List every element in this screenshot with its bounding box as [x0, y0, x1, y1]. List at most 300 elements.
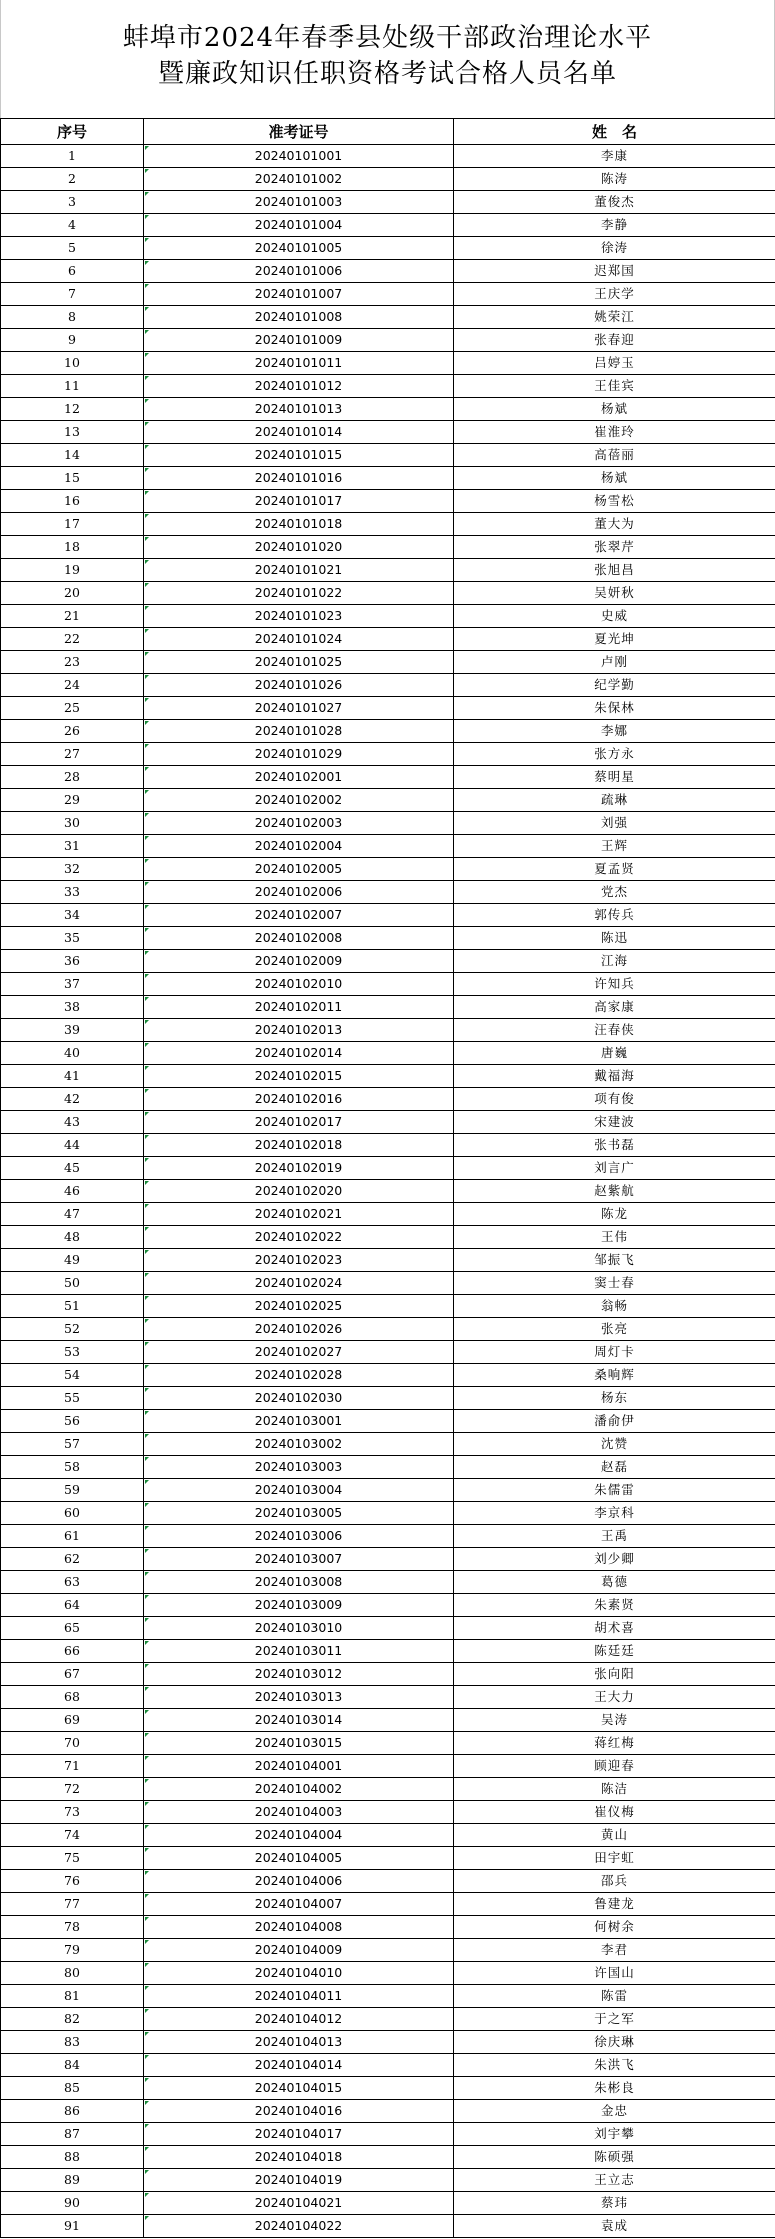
cell-name: 张翠芹 [454, 536, 775, 559]
table-row [1, 743, 775, 766]
cell-exam-ticket-number: 20240104002 [144, 1778, 454, 1801]
cell-exam-ticket-number: 20240102014 [144, 1042, 454, 1065]
cell-serial-number: 10 [1, 352, 144, 375]
cell-name: 鲁建龙 [454, 1893, 775, 1916]
cell-serial-number: 43 [1, 1111, 144, 1134]
table-row [1, 881, 775, 904]
cell-serial-number: 8 [1, 306, 144, 329]
cell-name: 卢刚 [454, 651, 775, 674]
table-row [1, 398, 775, 421]
cell-serial-number: 13 [1, 421, 144, 444]
cell-serial-number: 25 [1, 697, 144, 720]
cell-serial-number: 28 [1, 766, 144, 789]
cell-name: 陈雷 [454, 1985, 775, 2008]
cell-name: 赵磊 [454, 1456, 775, 1479]
cell-exam-ticket-number: 20240104012 [144, 2008, 454, 2031]
table-row [1, 904, 775, 927]
table-row [1, 1387, 775, 1410]
table-row [1, 605, 775, 628]
cell-serial-number: 91 [1, 2215, 144, 2238]
cell-serial-number: 7 [1, 283, 144, 306]
table-row [1, 1134, 775, 1157]
table-row [1, 1617, 775, 1640]
cell-serial-number: 18 [1, 536, 144, 559]
cell-name: 宋建波 [454, 1111, 775, 1134]
table-row [1, 2169, 775, 2192]
cell-exam-ticket-number: 20240101017 [144, 490, 454, 513]
cell-serial-number: 36 [1, 950, 144, 973]
cell-name: 于之军 [454, 2008, 775, 2031]
table-row [1, 1755, 775, 1778]
cell-name: 王伟 [454, 1226, 775, 1249]
cell-name: 张向阳 [454, 1663, 775, 1686]
cell-exam-ticket-number: 20240102027 [144, 1341, 454, 1364]
cell-exam-ticket-number: 20240101007 [144, 283, 454, 306]
cell-exam-ticket-number: 20240104010 [144, 1962, 454, 1985]
cell-name: 陈迅 [454, 927, 775, 950]
table-row [1, 490, 775, 513]
cell-name: 杨东 [454, 1387, 775, 1410]
table-row [1, 1571, 775, 1594]
cell-name: 翁畅 [454, 1295, 775, 1318]
cell-name: 张旭昌 [454, 559, 775, 582]
cell-name: 江海 [454, 950, 775, 973]
cell-serial-number: 38 [1, 996, 144, 1019]
cell-exam-ticket-number: 20240103014 [144, 1709, 454, 1732]
cell-name: 桑响辉 [454, 1364, 775, 1387]
cell-exam-ticket-number: 20240102010 [144, 973, 454, 996]
table-row [1, 536, 775, 559]
cell-name: 张书磊 [454, 1134, 775, 1157]
cell-serial-number: 46 [1, 1180, 144, 1203]
cell-name: 蔡明星 [454, 766, 775, 789]
cell-name: 陈廷廷 [454, 1640, 775, 1663]
cell-serial-number: 70 [1, 1732, 144, 1755]
document-title [0, 0, 775, 118]
cell-name: 蔡玮 [454, 2192, 775, 2215]
cell-exam-ticket-number: 20240101027 [144, 697, 454, 720]
cell-name: 田宇虹 [454, 1847, 775, 1870]
cell-name: 金忠 [454, 2100, 775, 2123]
table-row [1, 1709, 775, 1732]
cell-name: 夏光坤 [454, 628, 775, 651]
table-row [1, 2146, 775, 2169]
cell-exam-ticket-number: 20240102013 [144, 1019, 454, 1042]
table-row [1, 1410, 775, 1433]
cell-serial-number: 5 [1, 237, 144, 260]
cell-serial-number: 45 [1, 1157, 144, 1180]
cell-exam-ticket-number: 20240101018 [144, 513, 454, 536]
table-row [1, 237, 775, 260]
table-row [1, 1548, 775, 1571]
cell-exam-ticket-number: 20240103003 [144, 1456, 454, 1479]
cell-serial-number: 22 [1, 628, 144, 651]
table-row [1, 835, 775, 858]
cell-name: 杨斌 [454, 467, 775, 490]
table-row [1, 1272, 775, 1295]
cell-name: 汪春侠 [454, 1019, 775, 1042]
table-row [1, 2192, 775, 2215]
cell-exam-ticket-number: 20240101022 [144, 582, 454, 605]
cell-name: 陈洁 [454, 1778, 775, 1801]
cell-serial-number: 86 [1, 2100, 144, 2123]
cell-name: 高家康 [454, 996, 775, 1019]
cell-serial-number: 2 [1, 168, 144, 191]
cell-exam-ticket-number: 20240102020 [144, 1180, 454, 1203]
cell-name: 黄山 [454, 1824, 775, 1847]
cell-exam-ticket-number: 20240101001 [144, 145, 454, 168]
cell-exam-ticket-number: 20240102023 [144, 1249, 454, 1272]
cell-name: 杨雪松 [454, 490, 775, 513]
qualified-personnel-table [0, 118, 775, 2238]
cell-exam-ticket-number: 20240104005 [144, 1847, 454, 1870]
cell-serial-number: 27 [1, 743, 144, 766]
cell-serial-number: 34 [1, 904, 144, 927]
table-row [1, 950, 775, 973]
table-row [1, 1640, 775, 1663]
cell-serial-number: 75 [1, 1847, 144, 1870]
table-row [1, 1042, 775, 1065]
cell-name: 刘言广 [454, 1157, 775, 1180]
cell-exam-ticket-number: 20240102004 [144, 835, 454, 858]
cell-name: 董俊杰 [454, 191, 775, 214]
cell-serial-number: 21 [1, 605, 144, 628]
table-row [1, 1364, 775, 1387]
cell-serial-number: 30 [1, 812, 144, 835]
cell-exam-ticket-number: 20240103011 [144, 1640, 454, 1663]
table-row [1, 1065, 775, 1088]
cell-serial-number: 16 [1, 490, 144, 513]
cell-exam-ticket-number: 20240101028 [144, 720, 454, 743]
cell-name: 袁成 [454, 2215, 775, 2238]
cell-exam-ticket-number: 20240102019 [144, 1157, 454, 1180]
cell-exam-ticket-number: 20240102017 [144, 1111, 454, 1134]
table-row [1, 191, 775, 214]
cell-serial-number: 23 [1, 651, 144, 674]
cell-exam-ticket-number: 20240103001 [144, 1410, 454, 1433]
cell-name: 朱儒雷 [454, 1479, 775, 1502]
cell-exam-ticket-number: 20240101014 [144, 421, 454, 444]
cell-name: 高蓓丽 [454, 444, 775, 467]
table-row [1, 329, 775, 352]
cell-exam-ticket-number: 20240102018 [144, 1134, 454, 1157]
cell-exam-ticket-number: 20240101005 [144, 237, 454, 260]
cell-exam-ticket-number: 20240103005 [144, 1502, 454, 1525]
table-row [1, 2077, 775, 2100]
cell-name: 姚荣江 [454, 306, 775, 329]
cell-exam-ticket-number: 20240101016 [144, 467, 454, 490]
cell-name: 崔仪梅 [454, 1801, 775, 1824]
cell-exam-ticket-number: 20240102022 [144, 1226, 454, 1249]
cell-exam-ticket-number: 20240104007 [144, 1893, 454, 1916]
cell-serial-number: 74 [1, 1824, 144, 1847]
cell-name: 朱洪飞 [454, 2054, 775, 2077]
cell-serial-number: 29 [1, 789, 144, 812]
cell-exam-ticket-number: 20240104018 [144, 2146, 454, 2169]
cell-exam-ticket-number: 20240102026 [144, 1318, 454, 1341]
cell-name: 葛德 [454, 1571, 775, 1594]
cell-name: 李静 [454, 214, 775, 237]
title-line-2: 暨廉政知识任职资格考试合格人员名单 [157, 59, 617, 89]
table-row [1, 812, 775, 835]
cell-serial-number: 73 [1, 1801, 144, 1824]
table-row [1, 1916, 775, 1939]
cell-serial-number: 85 [1, 2077, 144, 2100]
table-row [1, 1203, 775, 1226]
cell-serial-number: 20 [1, 582, 144, 605]
table-row [1, 674, 775, 697]
cell-exam-ticket-number: 20240101026 [144, 674, 454, 697]
cell-exam-ticket-number: 20240104006 [144, 1870, 454, 1893]
header-name: 姓 名 [454, 119, 775, 145]
cell-name: 徐涛 [454, 237, 775, 260]
cell-serial-number: 61 [1, 1525, 144, 1548]
table-row [1, 1456, 775, 1479]
cell-name: 迟郑国 [454, 260, 775, 283]
cell-exam-ticket-number: 20240104022 [144, 2215, 454, 2238]
cell-name: 陈硕强 [454, 2146, 775, 2169]
cell-exam-ticket-number: 20240103012 [144, 1663, 454, 1686]
cell-serial-number: 55 [1, 1387, 144, 1410]
header-exam-ticket-number: 准考证号 [144, 119, 454, 145]
cell-exam-ticket-number: 20240101002 [144, 168, 454, 191]
cell-exam-ticket-number: 20240103004 [144, 1479, 454, 1502]
cell-serial-number: 56 [1, 1410, 144, 1433]
cell-serial-number: 4 [1, 214, 144, 237]
cell-name: 吕婷玉 [454, 352, 775, 375]
cell-name: 胡术喜 [454, 1617, 775, 1640]
cell-name: 疏琳 [454, 789, 775, 812]
cell-exam-ticket-number: 20240102025 [144, 1295, 454, 1318]
cell-serial-number: 47 [1, 1203, 144, 1226]
cell-name: 张亮 [454, 1318, 775, 1341]
cell-serial-number: 41 [1, 1065, 144, 1088]
table-row [1, 973, 775, 996]
cell-name: 王大力 [454, 1686, 775, 1709]
cell-exam-ticket-number: 20240102011 [144, 996, 454, 1019]
cell-name: 周灯卡 [454, 1341, 775, 1364]
cell-exam-ticket-number: 20240104001 [144, 1755, 454, 1778]
cell-serial-number: 54 [1, 1364, 144, 1387]
cell-name: 刘强 [454, 812, 775, 835]
cell-exam-ticket-number: 20240101015 [144, 444, 454, 467]
title-line-1: 蚌埠市2024年春季县处级干部政治理论水平 [122, 23, 653, 53]
cell-serial-number: 62 [1, 1548, 144, 1571]
cell-serial-number: 19 [1, 559, 144, 582]
cell-exam-ticket-number: 20240104017 [144, 2123, 454, 2146]
table-row [1, 697, 775, 720]
cell-serial-number: 51 [1, 1295, 144, 1318]
cell-serial-number: 37 [1, 973, 144, 996]
cell-exam-ticket-number: 20240101025 [144, 651, 454, 674]
cell-serial-number: 71 [1, 1755, 144, 1778]
cell-serial-number: 14 [1, 444, 144, 467]
cell-name: 赵紫航 [454, 1180, 775, 1203]
table-row [1, 2031, 775, 2054]
cell-exam-ticket-number: 20240104011 [144, 1985, 454, 2008]
cell-name: 潘俞伊 [454, 1410, 775, 1433]
cell-serial-number: 33 [1, 881, 144, 904]
table-row [1, 2123, 775, 2146]
cell-serial-number: 11 [1, 375, 144, 398]
cell-exam-ticket-number: 20240102005 [144, 858, 454, 881]
cell-name: 李娜 [454, 720, 775, 743]
table-row [1, 467, 775, 490]
cell-exam-ticket-number: 20240104021 [144, 2192, 454, 2215]
table-row [1, 1663, 775, 1686]
cell-exam-ticket-number: 20240101004 [144, 214, 454, 237]
cell-serial-number: 65 [1, 1617, 144, 1640]
table-row [1, 1893, 775, 1916]
table-row [1, 559, 775, 582]
cell-serial-number: 69 [1, 1709, 144, 1732]
cell-exam-ticket-number: 20240102021 [144, 1203, 454, 1226]
cell-exam-ticket-number: 20240101021 [144, 559, 454, 582]
cell-name: 王立志 [454, 2169, 775, 2192]
cell-name: 吴妍秋 [454, 582, 775, 605]
cell-exam-ticket-number: 20240101011 [144, 352, 454, 375]
table-row [1, 1502, 775, 1525]
cell-exam-ticket-number: 20240101012 [144, 375, 454, 398]
cell-serial-number: 50 [1, 1272, 144, 1295]
cell-name: 何树余 [454, 1916, 775, 1939]
cell-exam-ticket-number: 20240102024 [144, 1272, 454, 1295]
table-row [1, 1088, 775, 1111]
cell-exam-ticket-number: 20240101013 [144, 398, 454, 421]
cell-name: 王辉 [454, 835, 775, 858]
cell-name: 王佳宾 [454, 375, 775, 398]
table-row [1, 1249, 775, 1272]
table-row [1, 2008, 775, 2031]
table-row [1, 2054, 775, 2077]
cell-name: 王庆学 [454, 283, 775, 306]
cell-exam-ticket-number: 20240103010 [144, 1617, 454, 1640]
cell-exam-ticket-number: 20240102028 [144, 1364, 454, 1387]
cell-exam-ticket-number: 20240102015 [144, 1065, 454, 1088]
cell-name: 邹振飞 [454, 1249, 775, 1272]
table-row [1, 1847, 775, 1870]
cell-serial-number: 9 [1, 329, 144, 352]
cell-name: 沈赞 [454, 1433, 775, 1456]
cell-exam-ticket-number: 20240102016 [144, 1088, 454, 1111]
cell-serial-number: 63 [1, 1571, 144, 1594]
table-row [1, 306, 775, 329]
cell-serial-number: 35 [1, 927, 144, 950]
cell-serial-number: 82 [1, 2008, 144, 2031]
table-row [1, 1180, 775, 1203]
table-row [1, 421, 775, 444]
cell-serial-number: 40 [1, 1042, 144, 1065]
cell-name: 李京科 [454, 1502, 775, 1525]
cell-name: 董大为 [454, 513, 775, 536]
table-row [1, 1778, 775, 1801]
cell-exam-ticket-number: 20240102009 [144, 950, 454, 973]
table-header-row [1, 119, 775, 145]
cell-serial-number: 80 [1, 1962, 144, 1985]
cell-name: 邵兵 [454, 1870, 775, 1893]
table-row [1, 444, 775, 467]
cell-serial-number: 42 [1, 1088, 144, 1111]
cell-exam-ticket-number: 20240103007 [144, 1548, 454, 1571]
cell-name: 朱保林 [454, 697, 775, 720]
cell-name: 许知兵 [454, 973, 775, 996]
cell-serial-number: 78 [1, 1916, 144, 1939]
cell-serial-number: 57 [1, 1433, 144, 1456]
table-row [1, 1801, 775, 1824]
cell-exam-ticket-number: 20240102008 [144, 927, 454, 950]
table-row [1, 1525, 775, 1548]
cell-serial-number: 48 [1, 1226, 144, 1249]
table-row [1, 2100, 775, 2123]
cell-serial-number: 72 [1, 1778, 144, 1801]
cell-name: 张春迎 [454, 329, 775, 352]
cell-name: 陈龙 [454, 1203, 775, 1226]
cell-exam-ticket-number: 20240104019 [144, 2169, 454, 2192]
cell-exam-ticket-number: 20240102006 [144, 881, 454, 904]
cell-exam-ticket-number: 20240103015 [144, 1732, 454, 1755]
table-row [1, 1157, 775, 1180]
table-row [1, 260, 775, 283]
table-row [1, 1732, 775, 1755]
table-row [1, 628, 775, 651]
table-row [1, 1226, 775, 1249]
cell-name: 朱彬良 [454, 2077, 775, 2100]
cell-exam-ticket-number: 20240101003 [144, 191, 454, 214]
cell-serial-number: 31 [1, 835, 144, 858]
cell-serial-number: 84 [1, 2054, 144, 2077]
cell-name: 杨斌 [454, 398, 775, 421]
cell-serial-number: 59 [1, 1479, 144, 1502]
table-row [1, 283, 775, 306]
cell-exam-ticket-number: 20240101009 [144, 329, 454, 352]
cell-serial-number: 87 [1, 2123, 144, 2146]
cell-name: 唐巍 [454, 1042, 775, 1065]
cell-exam-ticket-number: 20240103008 [144, 1571, 454, 1594]
cell-serial-number: 26 [1, 720, 144, 743]
cell-name: 夏孟贤 [454, 858, 775, 881]
table-row [1, 1318, 775, 1341]
cell-serial-number: 24 [1, 674, 144, 697]
cell-name: 李君 [454, 1939, 775, 1962]
cell-exam-ticket-number: 20240103013 [144, 1686, 454, 1709]
table-row [1, 1295, 775, 1318]
table-row [1, 1594, 775, 1617]
cell-serial-number: 67 [1, 1663, 144, 1686]
table-row [1, 1019, 775, 1042]
cell-exam-ticket-number: 20240104014 [144, 2054, 454, 2077]
table-row [1, 1341, 775, 1364]
cell-serial-number: 66 [1, 1640, 144, 1663]
cell-serial-number: 90 [1, 2192, 144, 2215]
cell-serial-number: 17 [1, 513, 144, 536]
table-row [1, 789, 775, 812]
cell-exam-ticket-number: 20240101008 [144, 306, 454, 329]
cell-name: 王禹 [454, 1525, 775, 1548]
table-row [1, 582, 775, 605]
cell-serial-number: 68 [1, 1686, 144, 1709]
cell-name: 刘宇攀 [454, 2123, 775, 2146]
header-serial-number: 序号 [1, 119, 144, 145]
cell-exam-ticket-number: 20240102002 [144, 789, 454, 812]
cell-exam-ticket-number: 20240101006 [144, 260, 454, 283]
cell-serial-number: 52 [1, 1318, 144, 1341]
cell-exam-ticket-number: 20240102007 [144, 904, 454, 927]
table-row [1, 1939, 775, 1962]
cell-serial-number: 77 [1, 1893, 144, 1916]
table-row [1, 214, 775, 237]
cell-exam-ticket-number: 20240104009 [144, 1939, 454, 1962]
cell-exam-ticket-number: 20240102030 [144, 1387, 454, 1410]
